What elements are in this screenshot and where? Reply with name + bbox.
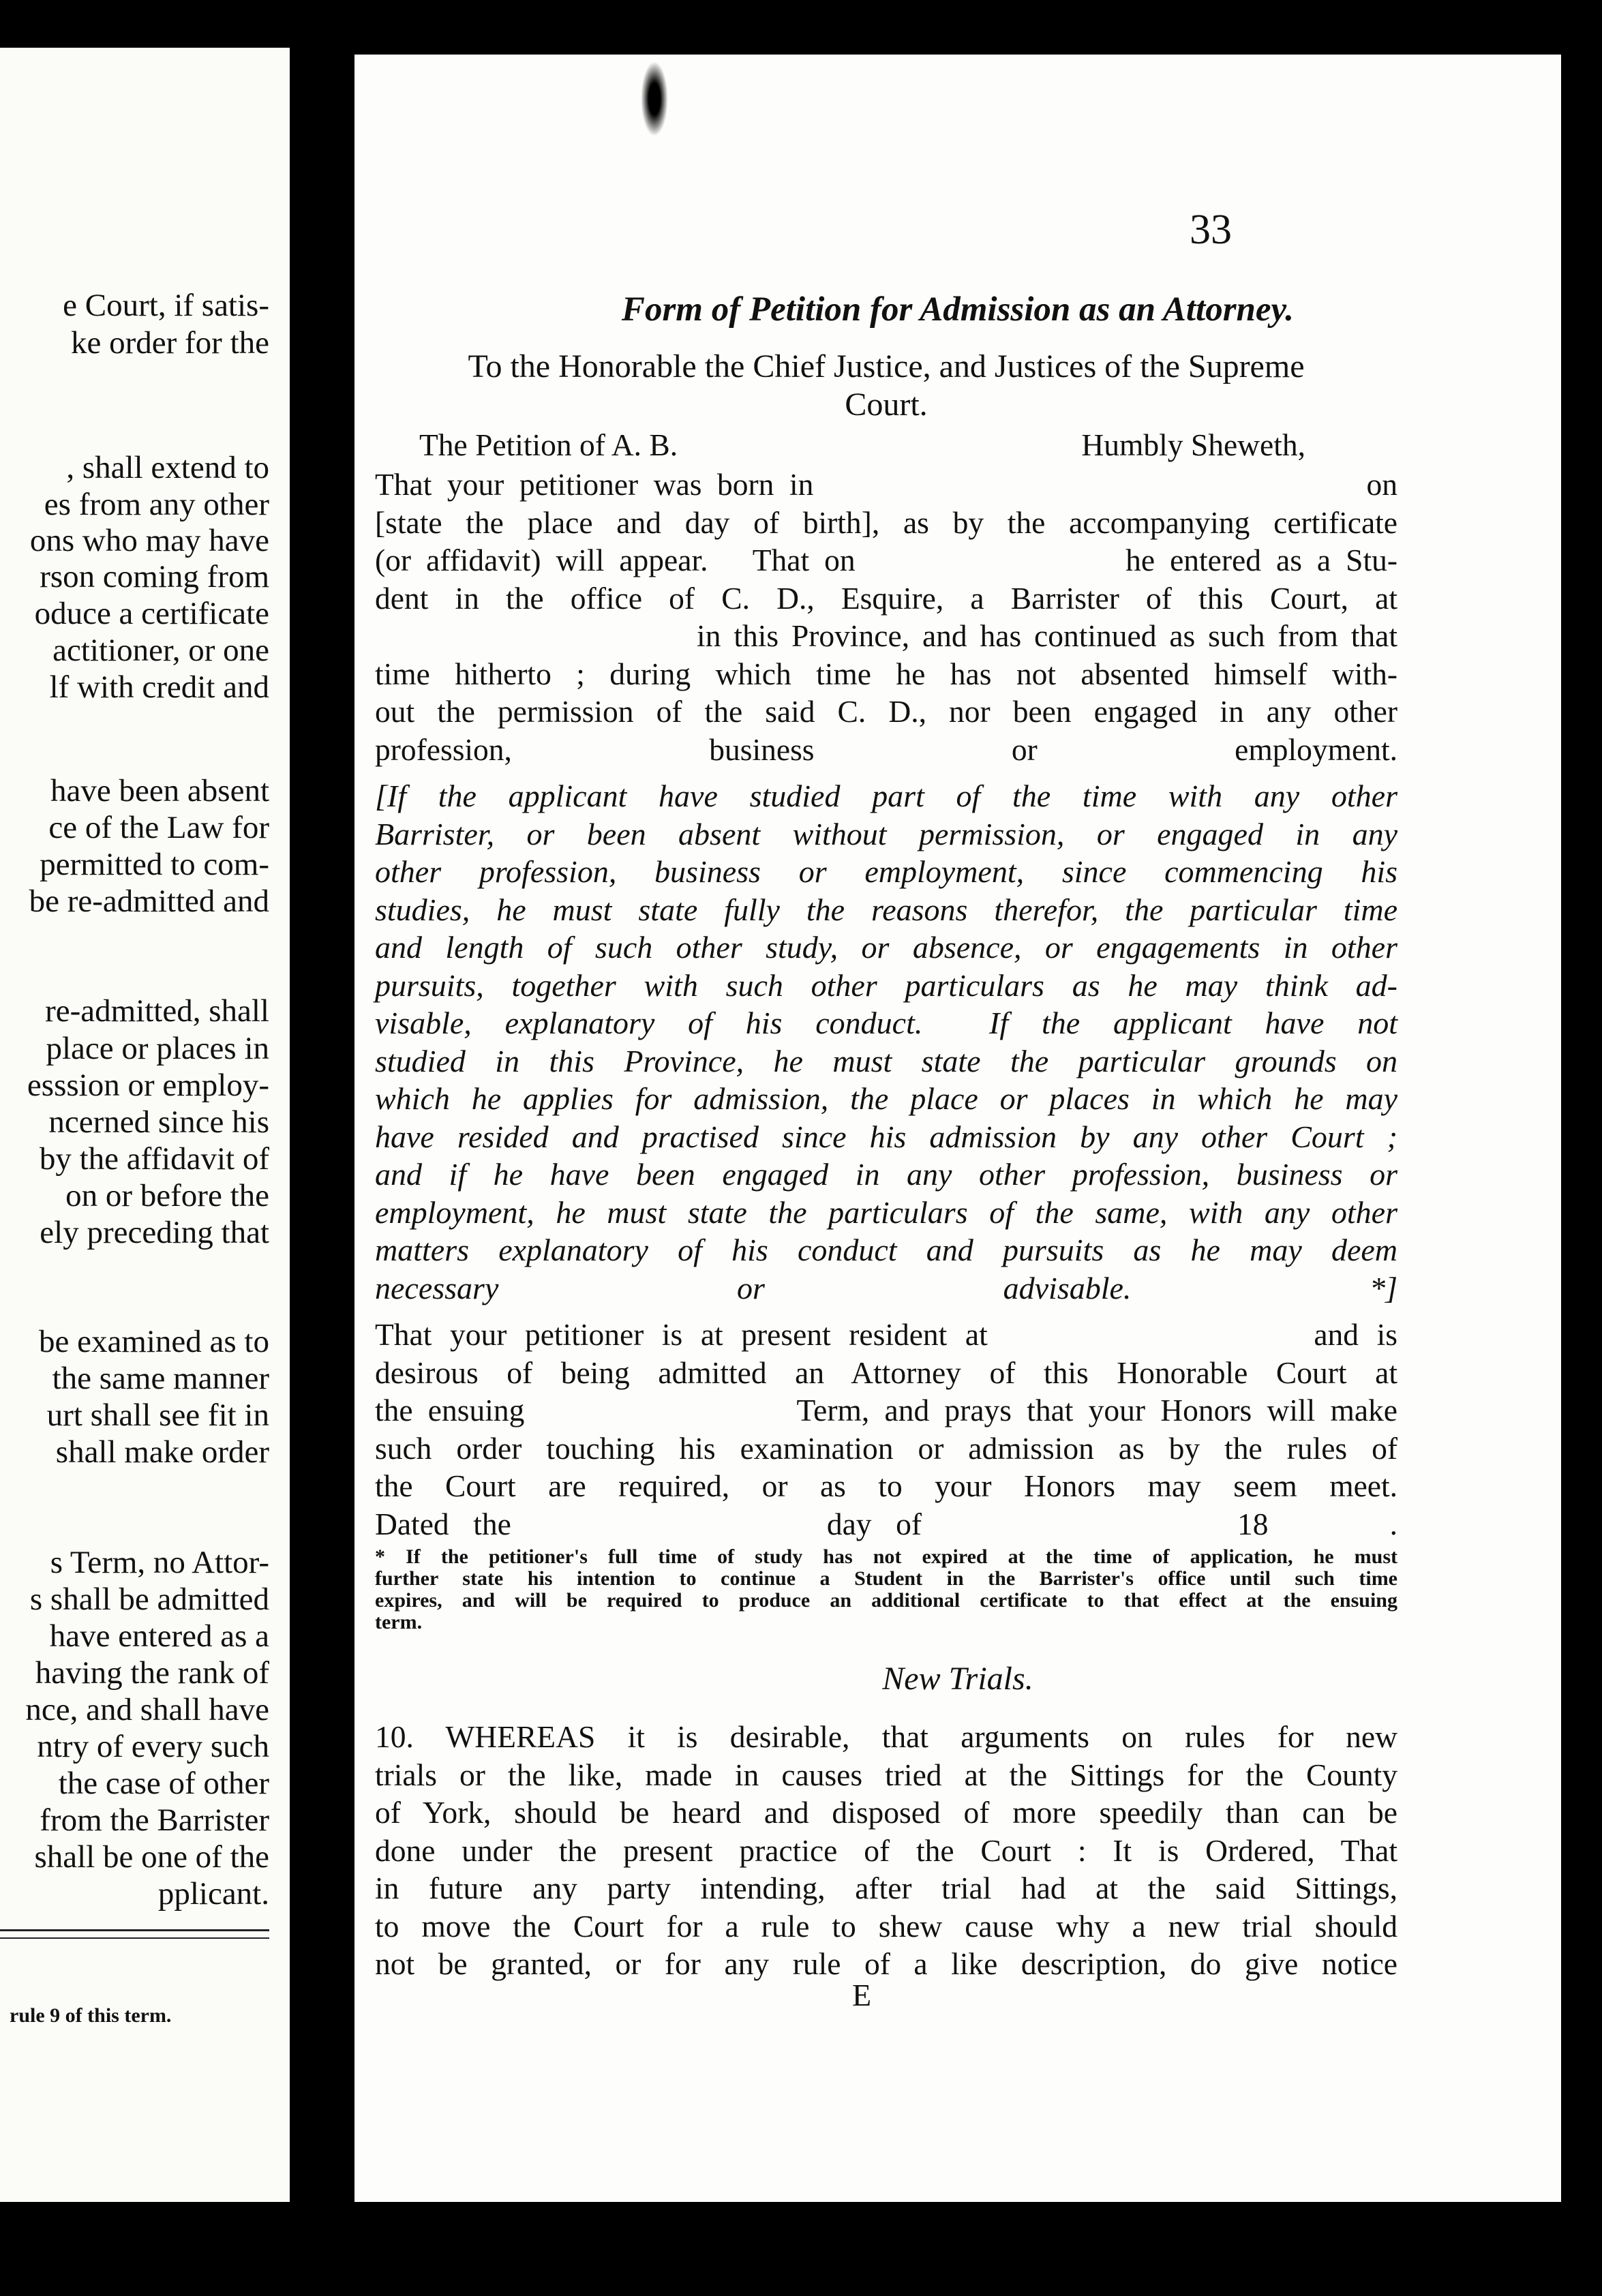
text-line: [state the place and day of birth], as by the accompanying certificate (375, 504, 1397, 540)
text-line: expires, and will be required to produce an additional certificate to that effect at the ensuing (375, 1589, 1397, 1612)
text-line: other profession, business or employment, since commencing his (375, 854, 1397, 889)
text-line: have resided and practised since his admission by any other Court ; (375, 1119, 1397, 1154)
left-page-line: by the affidavit of (39, 1141, 269, 1177)
left-page-line: s shall be admitted (29, 1582, 269, 1617)
left-page-rule (0, 1929, 269, 1931)
left-page-line: the same manner (52, 1361, 269, 1396)
page-33 (354, 55, 1561, 2202)
left-page-line: ons who may have (29, 523, 269, 558)
previous-page-fragment (0, 48, 290, 2202)
left-page-line: ntry of every such (37, 1729, 269, 1764)
text-line: of York, should be heard and disposed of more speedily than can be (375, 1795, 1397, 1830)
text-line: (or affidavit) will appear. That on he entered as a Stu- (375, 543, 1397, 577)
left-page-footnote: rule 9 of this term. (10, 2004, 172, 2027)
text-line: Barrister, or been absent without permission, or engaged in any (375, 816, 1397, 851)
address-block (375, 348, 1397, 424)
left-page-line: oduce a certificate (34, 596, 269, 631)
text-line: term. (375, 1611, 423, 1633)
left-page-line: the case of other (58, 1766, 269, 1801)
text-line: in future any party intending, after trial had at the said Sittings, (375, 1871, 1397, 1905)
text-line: employment, he must state the particulars of the same, with any other (375, 1194, 1397, 1230)
text-line: the ensuing Term, and prays that your Honors will make (375, 1393, 1397, 1428)
text-line: to move the Court for a rule to shew cause why a new trial should (375, 1908, 1397, 1944)
left-page-line: be examined as to (38, 1324, 269, 1359)
signature-mark: E (852, 1978, 872, 2012)
text-line: matters explanatory of his conduct and pursuits as he may deem (375, 1233, 1397, 1267)
text-line: [If the applicant have studied part of the time with any other (375, 779, 1397, 813)
left-page-line: lf with credit and (49, 669, 269, 705)
left-page-line: ke order for the (71, 325, 269, 361)
left-page-line: esssion or employ- (27, 1068, 269, 1103)
address-line: To the Honorable the Chief Justice, and Justices of the Supreme (468, 348, 1305, 384)
footnote (375, 1546, 1397, 1633)
text-line: in this Province, and has continued as such from that (375, 618, 1397, 653)
text-line: desirous of being admitted an Attorney of this Honorable Court at (375, 1355, 1397, 1390)
text-line: the Court are required, or as to your Honors may seem meet. (375, 1468, 1397, 1503)
paragraph-3 (375, 1316, 1397, 1543)
text-line: and if he have been engaged in any other profession, business or (375, 1157, 1397, 1192)
left-page-line: be re-admitted and (29, 883, 269, 919)
humbly-sheweth: Humbly Sheweth, (1081, 427, 1305, 462)
text-line: further state his intention to continue a Student in the Barrister's office until such time (375, 1567, 1397, 1590)
left-page-line: es from any other (44, 487, 269, 522)
left-page-line: ely preceding that (40, 1215, 269, 1250)
left-page-line: urt shall see fit in (46, 1398, 269, 1433)
text-line: time hitherto ; during which time he has not absented himself with- (375, 656, 1397, 691)
left-page-line: , shall extend to (66, 450, 269, 485)
petition-heading (419, 426, 1305, 464)
section-title: New Trials. (882, 1661, 1033, 1697)
left-page-line: e Court, if satis- (63, 288, 269, 323)
text-line: done under the present practice of the Court : It is Ordered, That (375, 1832, 1397, 1868)
page-number: 33 (1190, 207, 1232, 253)
text-line: necessary or advisable. *] (375, 1270, 1397, 1305)
left-page-rule-2 (0, 1937, 269, 1939)
text-line: such order touching his examination or admission as by the rules of (375, 1430, 1397, 1466)
left-page-line: re-admitted, shall (45, 993, 269, 1029)
paragraph-2-instructions (375, 777, 1397, 1307)
left-page-line: shall be one of the (34, 1839, 269, 1875)
left-page-line: pplicant. (157, 1876, 269, 1912)
form-title: Form of Petition for Admission as an Attorney. (621, 290, 1295, 329)
left-page-line: from the Barrister (40, 1802, 269, 1838)
ink-smudge (641, 61, 668, 136)
text-line: trials or the like, made in causes tried at the Sittings for the County (375, 1757, 1397, 1792)
left-page-line: place or places in (46, 1031, 269, 1066)
text-line: out the permission of the said C. D., nor been engaged in any other (375, 694, 1397, 729)
paragraph-1 (375, 466, 1397, 768)
left-page-line: rson coming from (40, 559, 269, 594)
text-line: pursuits, together with such other particulars as he may think ad- (375, 967, 1397, 1003)
text-line: profession, business or employment. (375, 731, 1397, 767)
text-line: That your petitioner is at present resident at and is (375, 1317, 1397, 1352)
left-page-line: ce of the Law for (48, 810, 269, 845)
paragraph-rule-10 (375, 1718, 1397, 1983)
text-line: That your petitioner was born in on (375, 467, 1397, 502)
text-line: Dated the day of 18 . (375, 1506, 1397, 1541)
text-line: not be granted, or for any rule of a like description, do give notice (375, 1946, 1397, 1981)
text-line: 10. WHEREAS it is desirable, that arguments on rules for new (375, 1719, 1397, 1754)
left-page-line: ncerned since his (48, 1104, 269, 1140)
left-page-line: have entered as a (49, 1618, 269, 1654)
left-page-line: permitted to com- (40, 847, 269, 882)
text-line: * If the petitioner's full time of study has not expired at the time of application, he must (375, 1545, 1397, 1568)
left-page-line: having the rank of (35, 1655, 269, 1691)
text-line: dent in the office of C. D., Esquire, a Barrister of this Court, at (375, 580, 1397, 616)
text-line: visable, explanatory of his conduct. If the applicant have not (375, 1006, 1397, 1040)
left-page-line: s Term, no Attor- (50, 1545, 269, 1580)
text-line: which he applies for admission, the place or places in which he may (375, 1081, 1397, 1116)
left-page-line: have been absent (50, 773, 269, 809)
left-page-line: on or before the (65, 1178, 269, 1213)
address-line: Court. (845, 387, 928, 423)
text-line: studied in this Province, he must state the particular grounds on (375, 1043, 1397, 1078)
text-line: studies, he must state fully the reasons therefor, the particular time (375, 892, 1397, 927)
text-line: and length of such other study, or absence, or engagements in other (375, 930, 1397, 965)
left-page-line: actitioner, or one (52, 633, 269, 668)
left-page-line: nce, and shall have (25, 1692, 269, 1727)
left-page-line: shall make order (55, 1434, 269, 1470)
petition-of: The Petition of A. B. (419, 427, 678, 462)
